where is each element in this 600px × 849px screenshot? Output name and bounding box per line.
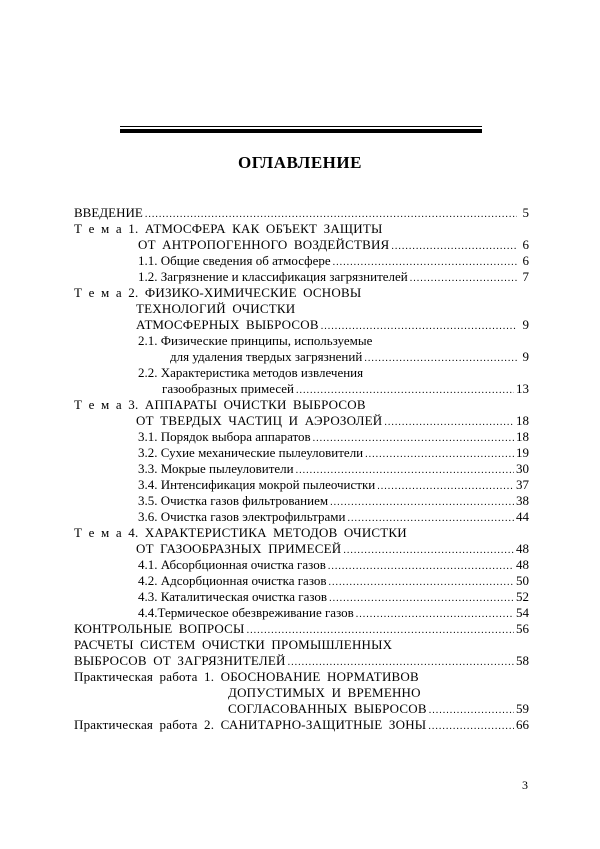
page-number: 3	[522, 778, 528, 792]
toc-entry-text: ВВЕДЕНИЕ	[74, 205, 143, 220]
toc-entry-control-questions[interactable]	[74, 621, 529, 637]
dot-leader	[410, 271, 517, 287]
toc-entry-text: 3.6. Очистка газов электрофильтрами	[138, 509, 346, 524]
toc-section-3-6[interactable]	[74, 509, 529, 525]
toc-topic-4-heading[interactable]	[74, 525, 529, 541]
toc-section-3-2[interactable]	[74, 445, 529, 461]
dot-leader	[328, 559, 514, 575]
dot-leader	[329, 575, 514, 591]
toc-topic-2-heading[interactable]	[74, 285, 529, 301]
toc-entry-page: 9	[522, 317, 529, 332]
toc-topic-1-heading[interactable]	[74, 221, 529, 237]
toc-section-3-4[interactable]	[74, 477, 529, 493]
toc-entry-calculations-continuation[interactable]	[74, 653, 529, 669]
toc-entry-text: СОГЛАСОВАННЫХ ВЫБРОСОВ	[228, 701, 427, 716]
toc-entry-page: 59	[516, 701, 529, 716]
toc-entry-text: Т е м а 3. АППАРАТЫ ОЧИСТКИ ВЫБРОСОВ	[74, 397, 366, 412]
toc-entry-page: 66	[516, 717, 529, 732]
toc-entry-page: 50	[516, 573, 529, 588]
toc-entry-page: 44	[516, 509, 529, 524]
toc-entry-page: 18	[516, 413, 529, 428]
rule-thick	[120, 129, 482, 133]
toc-entry-text: АТМОСФЕРНЫХ ВЫБРОСОВ	[136, 317, 319, 332]
toc-entry-text: ДОПУСТИМЫХ И ВРЕМЕННО	[228, 685, 421, 700]
toc-section-1-1[interactable]	[74, 253, 529, 269]
toc-entry-text: 3.5. Очистка газов фильтрованием	[138, 493, 329, 508]
toc-entry-text: 4.2. Адсорбционная очистка газов	[138, 573, 327, 588]
dot-leader	[365, 447, 514, 463]
toc-topic-3-heading[interactable]	[74, 397, 529, 413]
toc-entry-page: 30	[516, 461, 529, 476]
toc-entry-text: 1.2. Загрязнение и классификация загрязнителей	[138, 269, 408, 284]
toc-entry-text: 2.2. Характеристика методов извлечения	[138, 365, 364, 380]
toc-entry-text: 1.1. Общие сведения об атмосфере	[138, 253, 331, 268]
toc-topic-4-continuation[interactable]	[74, 541, 529, 557]
toc-topic-1-continuation[interactable]	[74, 237, 529, 253]
toc-entry-text: 3.1. Порядок выбора аппаратов	[138, 429, 311, 444]
toc-section-4-2[interactable]	[74, 573, 529, 589]
toc-entry-text: 3.2. Сухие механические пылеуловители	[138, 445, 364, 460]
toc-entry-text: Т е м а 4. ХАРАКТЕРИСТИКА МЕТОДОВ ОЧИСТКИ	[74, 525, 407, 540]
dot-leader	[343, 543, 514, 559]
toc-entry-page: 6	[522, 253, 529, 268]
toc-section-3-1[interactable]	[74, 429, 529, 445]
toc-entry-page: 6	[522, 237, 529, 252]
toc-entry-introduction[interactable]	[74, 205, 529, 221]
toc-entry-page: 18	[516, 429, 529, 444]
toc-topic-2-continuation[interactable]	[74, 317, 529, 333]
page-title: ОГЛАВЛЕНИЕ	[238, 153, 362, 172]
toc-entry-page: 48	[516, 557, 529, 572]
toc-entry-page: 38	[516, 493, 529, 508]
toc-entry-page: 52	[516, 589, 529, 604]
toc-entry-text: газообразных примесей	[162, 381, 295, 396]
toc-entry-text: ОТ ТВЕРДЫХ ЧАСТИЦ И АЭРОЗОЛЕЙ	[136, 413, 383, 428]
toc-entry-page: 37	[516, 477, 529, 492]
header-rule	[120, 126, 482, 133]
toc-entry-page: 19	[516, 445, 529, 460]
toc-section-2-2[interactable]	[74, 365, 529, 381]
toc-entry-text: ОТ ГАЗООБРАЗНЫХ ПРИМЕСЕЙ	[136, 541, 342, 556]
toc-section-4-3[interactable]	[74, 589, 529, 605]
toc-section-2-1[interactable]	[74, 333, 529, 349]
toc-entry-page: 54	[516, 605, 529, 620]
toc-section-3-3[interactable]	[74, 461, 529, 477]
toc-entry-calculations[interactable]	[74, 637, 529, 653]
toc-section-1-2[interactable]	[74, 269, 529, 285]
toc-section-2-1-continuation[interactable]	[74, 349, 529, 365]
toc-entry-text: 3.4. Интенсификация мокрой пылеочистки	[138, 477, 376, 492]
toc-entry-page: 9	[522, 349, 529, 364]
toc-entry-text: Т е м а 2. ФИЗИКО-ХИМИЧЕСКИЕ ОСНОВЫ	[74, 285, 362, 300]
toc-practical-work-1-continuation[interactable]	[74, 685, 529, 701]
toc-entry-text: Практическая работа 2. САНИТАРНО-ЗАЩИТНЫЕ ЗОНЫ	[74, 717, 427, 732]
toc-section-2-2-continuation[interactable]	[74, 381, 529, 397]
toc-topic-3-continuation[interactable]	[74, 413, 529, 429]
dot-leader	[356, 607, 514, 623]
dot-leader	[377, 479, 514, 495]
toc-entry-text: ТЕХНОЛОГИЙ ОЧИСТКИ	[136, 301, 296, 316]
toc-practical-work-2[interactable]	[74, 717, 529, 733]
toc-section-4-1[interactable]	[74, 557, 529, 573]
dot-leader	[384, 415, 514, 431]
toc-entry-page: 13	[516, 381, 529, 396]
dot-leader	[429, 703, 514, 719]
toc-entry-page: 56	[516, 621, 529, 636]
toc-entry-text: для удаления твердых загрязнений	[170, 349, 363, 364]
toc-entry-text: 4.1. Абсорбционная очистка газов	[138, 557, 326, 572]
toc-practical-work-1[interactable]	[74, 669, 529, 685]
toc-practical-work-1-continuation[interactable]	[74, 701, 529, 717]
dot-leader	[391, 239, 517, 255]
toc-entry-text: 2.1. Физические принципы, используемые	[138, 333, 373, 348]
toc-entry-text: 3.3. Мокрые пылеуловители	[138, 461, 294, 476]
toc-topic-2-continuation[interactable]	[74, 301, 529, 317]
toc-entry-page: 58	[516, 653, 529, 668]
toc-section-4-4[interactable]	[74, 605, 529, 621]
toc-entry-text: Практическая работа 1. ОБОСНОВАНИЕ НОРМАТИВОВ	[74, 669, 419, 684]
toc-entry-text: ВЫБРОСОВ ОТ ЗАГРЯЗНИТЕЛЕЙ	[74, 653, 286, 668]
toc-entry-text: КОНТРОЛЬНЫЕ ВОПРОСЫ	[74, 621, 245, 636]
toc-entry-page: 48	[516, 541, 529, 556]
toc-entry-text: ОТ АНТРОПОГЕННОГО ВОЗДЕЙСТВИЯ	[138, 237, 390, 252]
dot-leader	[329, 591, 514, 607]
dot-leader	[330, 495, 514, 511]
toc-entry-text: РАСЧЕТЫ СИСТЕМ ОЧИСТКИ ПРОМЫШЛЕННЫХ	[74, 637, 393, 652]
rule-thin	[120, 126, 482, 127]
toc-entry-text: 4.4.Термическое обезвреживание газов	[138, 605, 354, 620]
toc-section-3-5[interactable]	[74, 493, 529, 509]
dot-leader	[428, 719, 514, 735]
toc-entry-text: 4.3. Каталитическая очистка газов	[138, 589, 328, 604]
toc-entry-page: 5	[522, 205, 529, 220]
toc-entry-text: Т е м а 1. АТМОСФЕРА КАК ОБЪЕКТ ЗАЩИТЫ	[74, 221, 383, 236]
toc-entry-page: 7	[522, 269, 529, 284]
table-of-contents	[74, 205, 529, 733]
dot-leader	[364, 351, 517, 367]
